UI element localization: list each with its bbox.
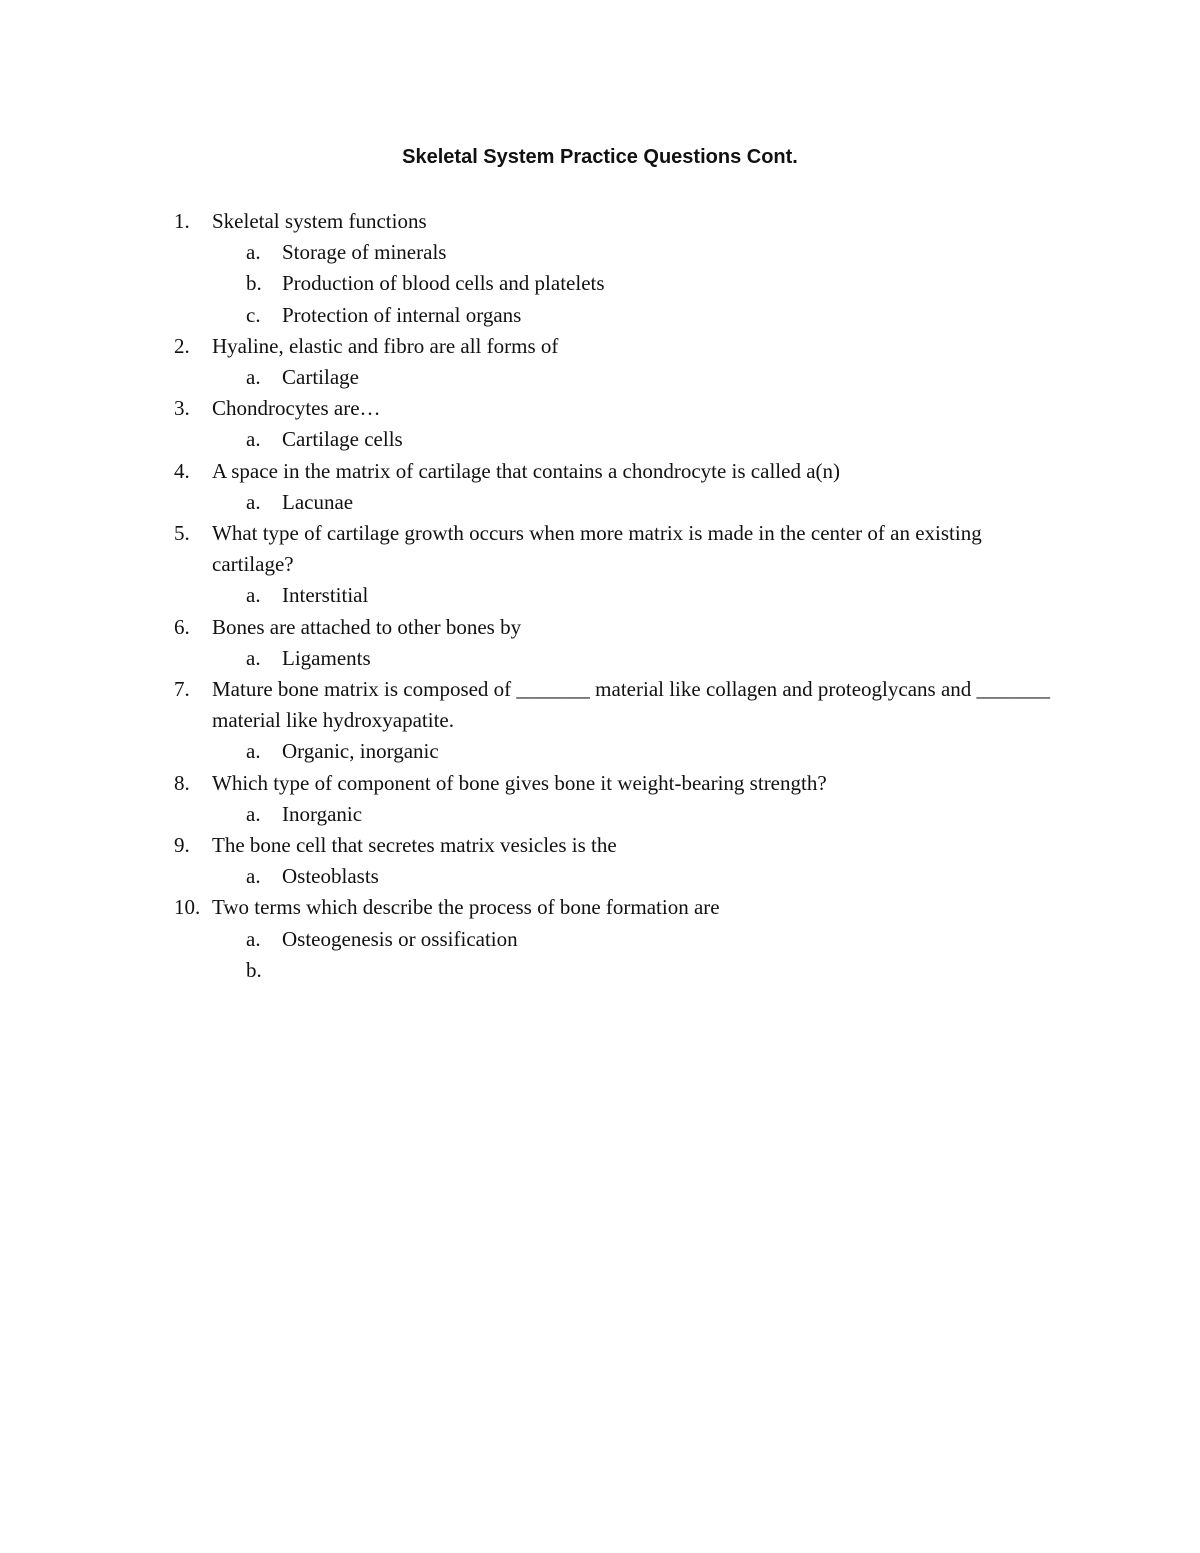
- question-row: [0, 674, 1052, 736]
- answer-text: Protection of internal organs: [282, 302, 522, 327]
- question-number: 7.: [174, 677, 190, 702]
- question-text: A space in the matrix of cartilage that contains a chondrocyte is called a(n): [212, 458, 841, 483]
- answer-letter: a.: [246, 583, 261, 608]
- answer-letter: b.: [246, 957, 262, 982]
- question-item: [0, 674, 1200, 768]
- answer-item: [0, 237, 1200, 268]
- question-row: [0, 830, 1052, 861]
- question-text: Mature bone matrix is composed of _______ material like collagen and proteoglycans and _______ material like hydroxyapatite.: [212, 677, 1051, 733]
- answer-letter: a.: [246, 489, 261, 514]
- answer-text: Production of blood cells and platelets: [282, 271, 605, 296]
- question-number: 4.: [174, 458, 190, 483]
- question-text: Skeletal system functions: [212, 209, 427, 233]
- question-text: Hyaline, elastic and fibro are all forms of: [212, 333, 559, 358]
- answer-text: Cartilage cells: [282, 427, 403, 452]
- answer-letter: a.: [246, 365, 261, 390]
- question-list: [0, 206, 1200, 986]
- answer-list: [0, 237, 1200, 331]
- question-number: 8.: [174, 770, 190, 795]
- answer-item: [0, 487, 1200, 518]
- question-item: [0, 393, 1200, 455]
- answer-list: [0, 424, 1200, 455]
- answer-letter: a.: [246, 645, 261, 670]
- answer-item: [0, 362, 1200, 393]
- answer-item: [0, 799, 1200, 830]
- question-number: 5.: [174, 521, 190, 546]
- question-number: 2.: [174, 333, 190, 358]
- question-number: 10.: [174, 895, 201, 920]
- answer-letter: a.: [246, 739, 261, 764]
- answer-list: [0, 736, 1200, 767]
- question-row: [0, 612, 1052, 643]
- answer-text: Storage of minerals: [282, 240, 447, 265]
- document-title: Skeletal System Practice Questions Cont.: [402, 146, 798, 168]
- answer-item: [0, 861, 1200, 892]
- question-item: [0, 206, 1200, 331]
- answer-letter: a.: [246, 864, 261, 889]
- answer-list: [0, 362, 1200, 393]
- question-number: 1.: [174, 209, 190, 233]
- question-row: [0, 456, 1052, 487]
- question-item: [0, 830, 1200, 892]
- answer-text: Interstitial: [282, 583, 369, 608]
- answer-item: [0, 424, 1200, 455]
- question-row: [0, 518, 1052, 580]
- question-item: [0, 768, 1200, 830]
- question-text: Bones are attached to other bones by: [212, 614, 522, 639]
- question-item: [0, 518, 1200, 612]
- answer-list: [0, 487, 1200, 518]
- answer-list: [0, 580, 1200, 611]
- answer-letter: a.: [246, 926, 261, 951]
- answer-text: Inorganic: [282, 801, 363, 826]
- question-text: What type of cartilage growth occurs when more matrix is made in the center of an existing cartilage?: [212, 521, 982, 577]
- answer-list: [0, 861, 1200, 892]
- question-item: [0, 892, 1200, 986]
- question-number: 6.: [174, 614, 190, 639]
- answer-letter: a.: [246, 427, 261, 452]
- answer-list: [0, 799, 1200, 830]
- answer-item: [0, 580, 1200, 611]
- answer-text: Cartilage: [282, 365, 359, 390]
- question-row: [0, 768, 1052, 799]
- answer-text: Osteoblasts: [282, 864, 379, 889]
- answer-item: [0, 643, 1200, 674]
- answer-item: [0, 924, 1200, 955]
- answer-letter: a.: [246, 240, 261, 265]
- question-item: [0, 456, 1200, 518]
- answer-text: Lacunae: [282, 489, 354, 514]
- answer-text: Osteogenesis or ossification: [282, 926, 518, 951]
- question-text: Which type of component of bone gives bone it weight-bearing strength?: [212, 770, 827, 795]
- answer-item: [0, 736, 1200, 767]
- question-text: Two terms which describe the process of bone formation are: [212, 895, 720, 920]
- question-text: The bone cell that secretes matrix vesicles is the: [212, 833, 617, 858]
- answer-text: Organic, inorganic: [282, 739, 439, 764]
- question-row: [0, 206, 1052, 237]
- answer-text: Ligaments: [282, 645, 371, 670]
- answer-letter: c.: [246, 302, 261, 327]
- answer-item: [0, 955, 1200, 986]
- answer-letter: a.: [246, 801, 261, 826]
- question-item: [0, 612, 1200, 674]
- question-row: [0, 331, 1052, 362]
- answer-list: [0, 924, 1200, 986]
- question-row: [0, 393, 1052, 424]
- question-row: [0, 892, 1052, 923]
- question-text: Chondrocytes are…: [212, 396, 381, 421]
- answer-item: [0, 300, 1200, 331]
- answer-list: [0, 643, 1200, 674]
- answer-item: [0, 268, 1200, 299]
- question-item: [0, 331, 1200, 393]
- question-number: 9.: [174, 833, 190, 858]
- question-number: 3.: [174, 396, 190, 421]
- answer-letter: b.: [246, 271, 262, 296]
